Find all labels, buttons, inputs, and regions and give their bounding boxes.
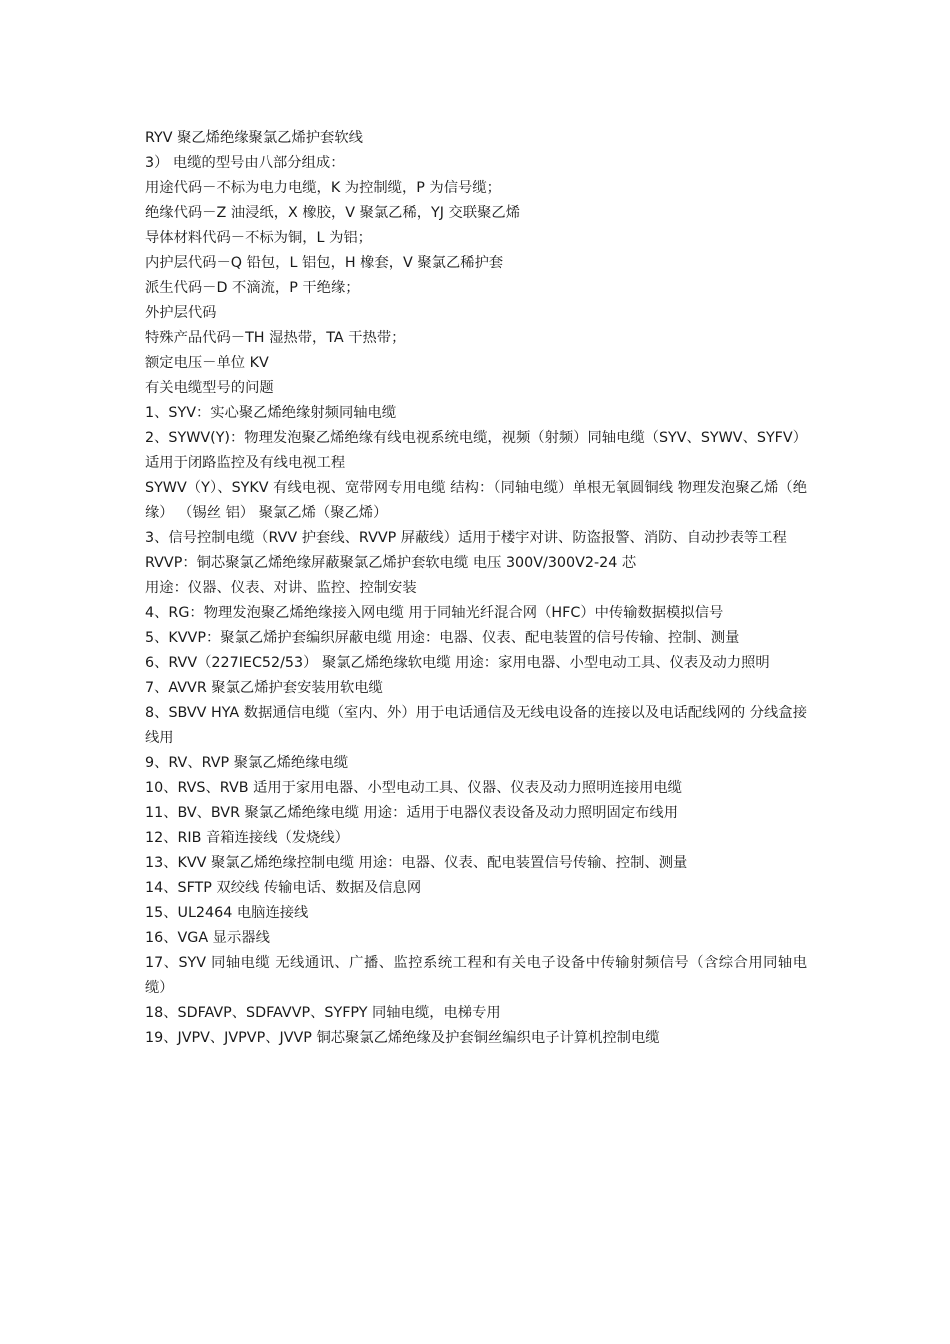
list-item-18: 18、SDFAVP、SDFAVVP、SYFPY 同轴电缆，电梯专用 — [145, 1005, 501, 1021]
list-item-7: 7、AVVR 聚氯乙烯护套安装用软电缆 — [145, 680, 383, 696]
paragraph-rvvp: RVVP：铜芯聚氯乙烯绝缘屏蔽聚氯乙烯护套软电缆 电压 300V/300V2-24 芯 — [145, 555, 637, 571]
paragraph-ryv: RYV 聚乙烯绝缘聚氯乙烯护套软线 — [145, 130, 363, 146]
list-item-4: 4、RG：物理发泡聚乙烯绝缘接入网电缆 用于同轴光纤混合网（HFC）中传输数据模拟信号 — [145, 605, 724, 621]
list-item-3: 3、信号控制电缆（RVV 护套线、RVVP 屏蔽线）适用于楼宇对讲、防盗报警、消防、自动抄表等工程 — [145, 530, 787, 546]
paragraph-inner-sheath-code: 内护层代码－Q 铅包，L 铝包，H 橡套，V 聚氯乙稀护套 — [145, 255, 504, 271]
list-item-11: 11、BV、BVR 聚氯乙烯绝缘电缆 用途：适用于电器仪表设备及动力照明固定布线用 — [145, 805, 679, 821]
paragraph-conductor-code: 导体材料代码－不标为铜，L 为铝； — [145, 230, 372, 246]
paragraph-insulation-code: 绝缘代码－Z 油浸纸，X 橡胶，V 聚氯乙稀，YJ 交联聚乙烯 — [145, 205, 521, 221]
list-item-5: 5、KVVP：聚氯乙烯护套编织屏蔽电缆 用途：电器、仪表、配电装置的信号传输、控制、测量 — [145, 630, 740, 646]
list-item-17: 17、SYV 同轴电缆 无线通讯、广播、监控系统工程和有关电子设备中传输射频信号（含综合用同轴电缆） — [145, 955, 807, 996]
paragraph-section-heading: 有关电缆型号的问题 — [145, 380, 274, 396]
paragraph-rated-voltage: 额定电压－单位 KV — [145, 355, 269, 371]
list-item-19: 19、JVPV、JVPVP、JVVP 铜芯聚氯乙烯绝缘及护套铜丝编织电子计算机控制电缆 — [145, 1030, 660, 1046]
list-item-16: 16、VGA 显示器线 — [145, 930, 270, 946]
list-item-9: 9、RV、RVP 聚氯乙烯绝缘电缆 — [145, 755, 349, 771]
paragraph-model-composition: 3） 电缆的型号由八部分组成： — [145, 155, 345, 171]
paragraph-rvvp-usage: 用途：仪器、仪表、对讲、监控、控制安装 — [145, 580, 417, 596]
list-item-15: 15、UL2464 电脑连接线 — [145, 905, 309, 921]
paragraph-outer-sheath-code: 外护层代码 — [145, 305, 217, 321]
list-item-2: 2、SYWV(Y)：物理发泡聚乙烯绝缘有线电视系统电缆，视频（射频）同轴电缆（SYV、SYWV、SYFV）适用于闭路监控及有线电视工程 — [145, 430, 807, 471]
list-item-12: 12、RIB 音箱连接线（发烧线） — [145, 830, 349, 846]
list-item-13: 13、KVV 聚氯乙烯绝缘控制电缆 用途：电器、仪表、配电装置信号传输、控制、测量 — [145, 855, 688, 871]
list-item-8: 8、SBVV HYA 数据通信电缆（室内、外）用于电话通信及无线电设备的连接以及电话配线网的 分线盒接线用 — [145, 705, 807, 746]
list-item-6: 6、RVV（227IEC52/53） 聚氯乙烯绝缘软电缆 用途：家用电器、小型电动工具、仪表及动力照明 — [145, 655, 770, 671]
paragraph-usage-code: 用途代码－不标为电力电缆，K 为控制缆，P 为信号缆； — [145, 180, 501, 196]
list-item-14: 14、SFTP 双绞线 传输电话、数据及信息网 — [145, 880, 422, 896]
paragraph-sywv-structure: SYWV（Y）、SYKV 有线电视、宽带网专用电缆 结构：（同轴电缆）单根无氧圆铜线 物理发泡聚乙烯（绝缘） （锡丝 铝） 聚氯乙烯（聚乙烯） — [145, 480, 807, 521]
list-item-10: 10、RVS、RVB 适用于家用电器、小型电动工具、仪器、仪表及动力照明连接用电缆 — [145, 780, 682, 796]
paragraph-derived-code: 派生代码－D 不滴流，P 干绝缘； — [145, 280, 360, 296]
document-body — [145, 126, 807, 1051]
paragraph-special-code: 特殊产品代码－TH 湿热带，TA 干热带； — [145, 330, 406, 346]
list-item-1: 1、SYV：实心聚乙烯绝缘射频同轴电缆 — [145, 405, 397, 421]
